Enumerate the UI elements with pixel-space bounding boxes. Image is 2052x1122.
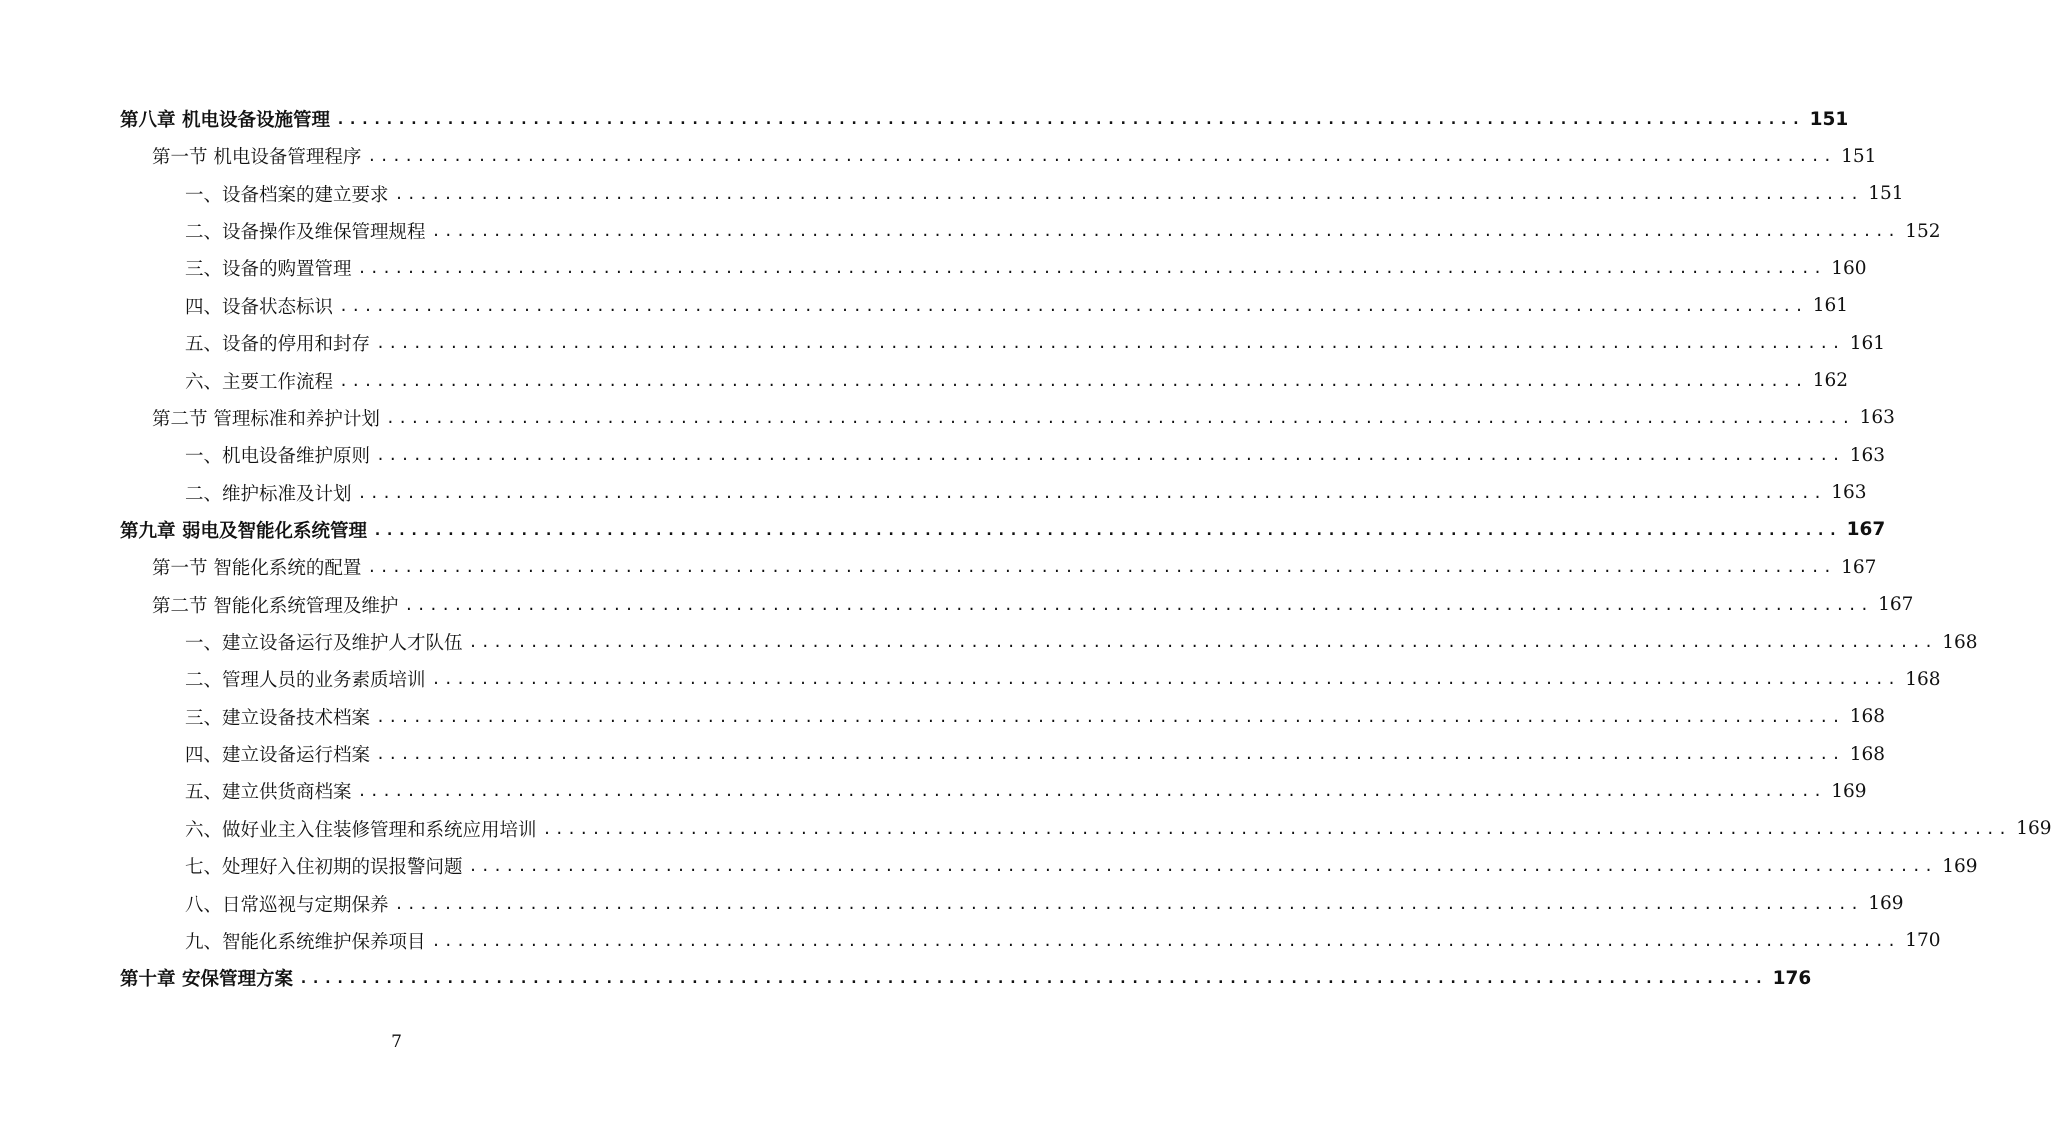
toc-entry-title: 二、管理人员的业务素质培训 (185, 670, 426, 692)
toc-item-entry[interactable] (185, 776, 1867, 806)
toc-entry-page: 161 (1849, 332, 1886, 354)
toc-entry-page: 169 (1942, 855, 1978, 877)
dot-leader: ........................................................................................................................ (335, 110, 1804, 128)
toc-entry-title: 六、主要工作流程 (185, 371, 334, 393)
toc-entry-page: 163 (1849, 444, 1886, 466)
toc-item-entry[interactable] (185, 440, 1886, 470)
toc-entry-page: 169 (1868, 893, 1904, 915)
toc-entry-page: 169 (1831, 780, 1867, 802)
toc-item-entry[interactable] (185, 216, 1941, 246)
toc-entry-title: 八、日常巡视与定期保养 (185, 894, 389, 916)
toc-item-entry[interactable] (185, 328, 1886, 358)
dot-leader: ........................................................................................................................ (431, 931, 1900, 950)
toc-entry-page: 167 (1878, 594, 1914, 616)
dot-leader: ........................................................................................................................ (385, 408, 1854, 427)
dot-leader: ........................................................................................................................ (376, 745, 1844, 764)
toc-entry-title: 二、设备操作及维保管理规程 (185, 222, 426, 244)
toc-item-entry[interactable] (185, 889, 1904, 919)
toc-entry-title: 一、建立设备运行及维护人才队伍 (185, 633, 463, 655)
toc-entry-title: 第一节 机电设备管理程序 (152, 147, 362, 169)
toc-item-entry[interactable] (185, 366, 1849, 396)
dot-leader: ........................................................................................................................ (468, 857, 1937, 876)
dot-leader: ........................................................................................................................ (376, 334, 1844, 353)
dot-leader: ........................................................................................................................ (367, 558, 1836, 577)
dot-leader: ........................................................................................................................ (357, 259, 1826, 278)
toc-section-entry[interactable] (152, 403, 1895, 433)
toc-entry-title: 第九章 弱电及智能化系统管理 (120, 520, 367, 542)
toc-entry-title: 第十章 安保管理方案 (120, 969, 293, 991)
dot-leader: ........................................................................................................................ (367, 147, 1836, 166)
dot-leader: ........................................................................................................................ (357, 782, 1826, 801)
toc-entry-title: 九、智能化系统维护保养项目 (185, 931, 426, 953)
toc-entry-title: 三、建立设备技术档案 (185, 707, 371, 729)
toc-item-entry[interactable] (185, 179, 1904, 209)
toc-entry-page: 168 (1849, 706, 1886, 728)
dot-leader: ........................................................................................................................ (372, 520, 1841, 539)
toc-entry-title: 第二节 管理标准和养护计划 (152, 408, 380, 430)
toc-item-entry[interactable] (185, 253, 1867, 283)
dot-leader: ........................................................................................................................ (376, 446, 1844, 465)
page-number: 7 (391, 1032, 402, 1052)
toc-entry-page: 169 (2016, 818, 2052, 840)
dot-leader: ........................................................................................................................ (404, 595, 1873, 614)
toc-entry-title: 五、设备的停用和封存 (185, 334, 371, 356)
toc-entry-page: 151 (1841, 145, 1877, 167)
toc-entry-page: 160 (1831, 257, 1867, 279)
toc-item-entry[interactable] (185, 664, 1941, 694)
toc-entry-page: 167 (1846, 519, 1886, 541)
dot-leader: ........................................................................................................................ (394, 184, 1863, 203)
toc-item-entry[interactable] (185, 627, 1978, 657)
toc-entry-page: 161 (1812, 295, 1849, 317)
toc-item-entry[interactable] (185, 739, 1886, 769)
toc-entry-page: 168 (1849, 743, 1886, 765)
toc-entry-page: 151 (1809, 108, 1849, 130)
toc-item-entry[interactable] (185, 291, 1849, 321)
toc-entry-title: 三、设备的购置管理 (185, 259, 352, 281)
toc-item-entry[interactable] (185, 814, 2052, 844)
toc-entry-title: 五、建立供货商档案 (185, 782, 352, 804)
toc-section-entry[interactable] (152, 590, 1914, 620)
toc-entry-page: 151 (1868, 183, 1904, 205)
toc-entry-title: 第一节 智能化系统的配置 (152, 558, 362, 580)
dot-leader: ........................................................................................................................ (542, 819, 2011, 838)
dot-leader: ........................................................................................................................ (431, 222, 1900, 241)
toc-section-entry[interactable] (152, 141, 1877, 171)
toc-entry-page: 152 (1905, 220, 1941, 242)
toc-entry-title: 四、建立设备运行档案 (185, 745, 371, 767)
toc-entry-title: 六、做好业主入住装修管理和系统应用培训 (185, 819, 537, 841)
toc-entry-title: 四、设备状态标识 (185, 296, 334, 318)
toc-chapter-entry[interactable] (120, 963, 1812, 993)
toc-entry-title: 七、处理好入住初期的误报警问题 (185, 857, 463, 879)
dot-leader: ........................................................................................................................ (357, 483, 1826, 502)
toc-entry-page: 163 (1859, 407, 1895, 429)
toc-entry-page: 170 (1905, 930, 1941, 952)
dot-leader: ........................................................................................................................ (468, 633, 1937, 652)
toc-entry-page: 167 (1841, 556, 1877, 578)
dot-leader: ........................................................................................................................ (339, 296, 1807, 315)
toc-entry-page: 176 (1772, 967, 1812, 989)
dot-leader: ........................................................................................................................ (376, 707, 1844, 726)
toc-chapter-entry[interactable] (120, 515, 1886, 545)
toc-item-entry[interactable] (185, 926, 1941, 956)
toc-entry-title: 第二节 智能化系统管理及维护 (152, 595, 399, 617)
toc-entry-page: 163 (1831, 482, 1867, 504)
toc-entry-title: 一、设备档案的建立要求 (185, 184, 389, 206)
toc-entry-page: 168 (1942, 631, 1978, 653)
toc-chapter-entry[interactable] (120, 104, 1849, 134)
toc-section-entry[interactable] (152, 552, 1877, 582)
toc-entry-title: 一、机电设备维护原则 (185, 446, 371, 468)
toc-entry-title: 二、维护标准及计划 (185, 483, 352, 505)
toc-entry-page: 162 (1812, 370, 1849, 392)
dot-leader: ........................................................................................................................ (339, 371, 1807, 390)
dot-leader: ........................................................................................................................ (394, 894, 1863, 913)
toc-entry-title: 第八章 机电设备设施管理 (120, 110, 330, 131)
toc-item-entry[interactable] (185, 851, 1978, 881)
toc-item-entry[interactable] (185, 478, 1867, 508)
toc-entry-page: 168 (1905, 668, 1941, 690)
toc-item-entry[interactable] (185, 702, 1886, 732)
dot-leader: ........................................................................................................................ (298, 969, 1767, 988)
dot-leader: ........................................................................................................................ (431, 670, 1900, 689)
